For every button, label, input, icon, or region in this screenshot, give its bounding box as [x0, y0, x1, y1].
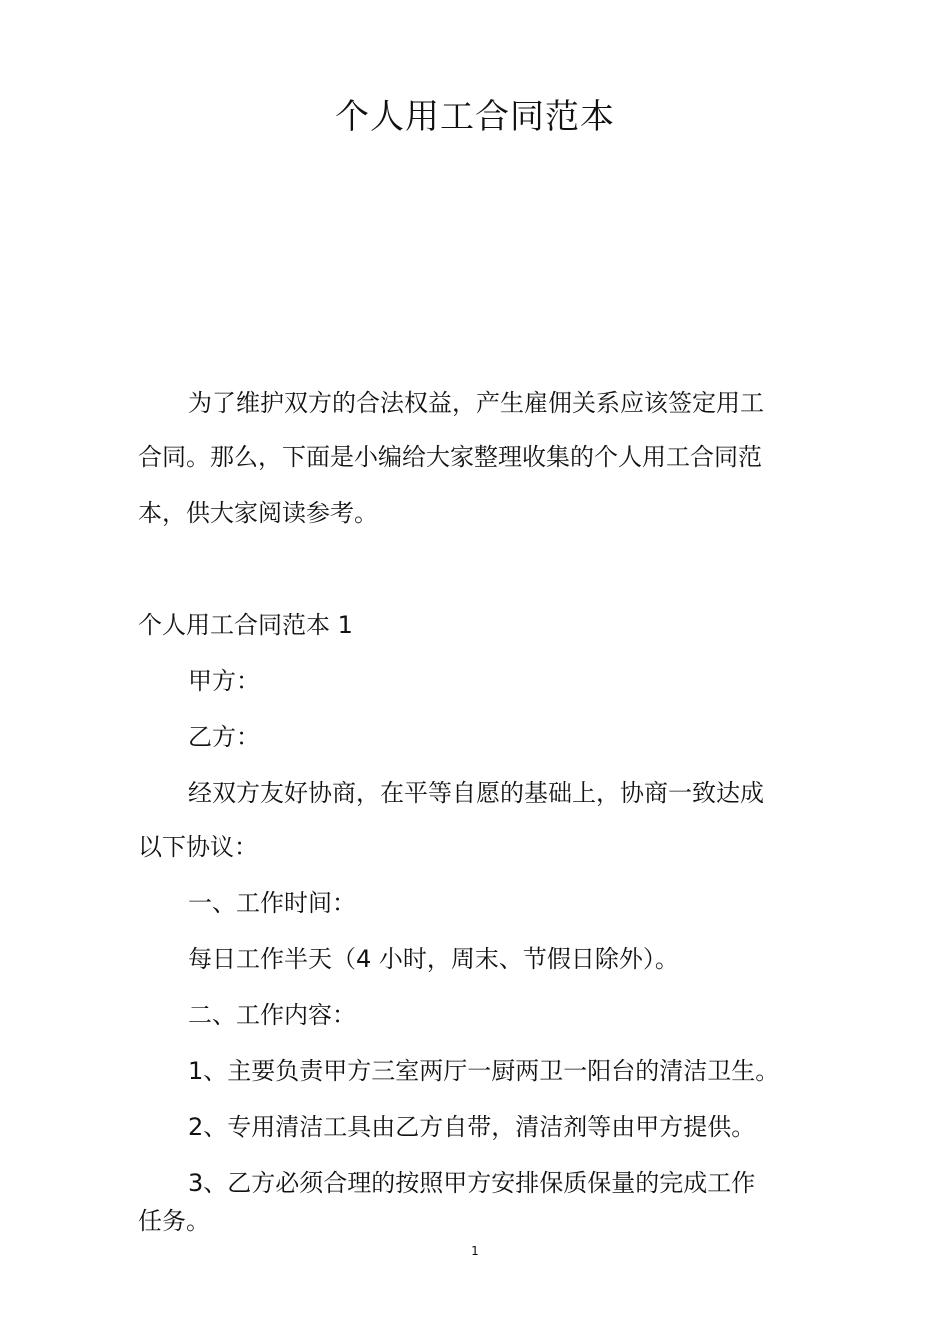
agreement-line-1: 经双方友好协商，在平等自愿的基础上，协商一致达成	[188, 779, 764, 807]
party-b-label: 乙方：	[188, 723, 260, 751]
agreement-line-2: 以下协议：	[138, 833, 258, 861]
intro-line-1: 为了维护双方的合法权益，产生雇佣关系应该签定用工	[188, 389, 764, 417]
party-a-label: 甲方：	[188, 667, 260, 695]
intro-line-3: 本，供大家阅读参考。	[138, 499, 378, 527]
work-content-item-1: 1、主要负责甲方三室两厅一厨两卫一阳台的清洁卫生。	[188, 1057, 780, 1085]
work-time-detail: 每日工作半天（4 小时，周末、节假日除外）。	[188, 945, 679, 973]
intro-line-2: 合同。那么，下面是小编给大家整理收集的个人用工合同范	[138, 443, 762, 471]
work-content-item-2: 2、专用清洁工具由乙方自带，清洁剂等由甲方提供。	[188, 1113, 756, 1141]
section-heading: 个人用工合同范本 1	[138, 611, 353, 639]
work-time-heading: 一、工作时间：	[188, 889, 356, 917]
work-content-heading: 二、工作内容：	[188, 1001, 356, 1029]
work-content-item-3-line-2: 任务。	[138, 1207, 210, 1235]
work-content-item-3-line-1: 3、乙方必须合理的按照甲方安排保质保量的完成工作	[188, 1169, 756, 1197]
page-number: 1	[471, 1244, 479, 1258]
document-title: 个人用工合同范本	[335, 97, 615, 137]
